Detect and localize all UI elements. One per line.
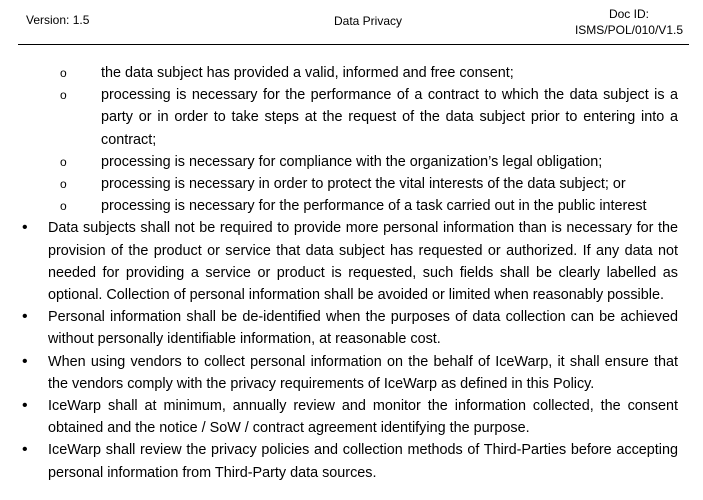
circle-bullet-icon: o bbox=[60, 177, 67, 192]
bullet-icon: • bbox=[22, 397, 28, 415]
sub-bullet-text: processing is necessary for the performance of a task carried out in the public interest bbox=[101, 198, 647, 215]
circle-bullet-icon: o bbox=[60, 199, 67, 214]
sub-bullet-item bbox=[18, 84, 678, 151]
circle-bullet-icon: o bbox=[60, 88, 67, 103]
document-id-label: Doc ID: bbox=[608, 7, 649, 21]
bullet-icon: • bbox=[22, 352, 28, 370]
sub-bullet-item bbox=[18, 195, 678, 217]
sub-bullet-item bbox=[18, 173, 678, 195]
sub-bullet-item bbox=[18, 62, 678, 84]
bullet-item bbox=[18, 439, 678, 483]
document-version: Version: 1.5 bbox=[26, 13, 90, 27]
bullet-text: When using vendors to collect personal information on the behalf of IceWarp, it shall ensure that the vendors comply with the privacy requirements of IceWarp as defined in this Policy. bbox=[48, 353, 678, 392]
circle-bullet-icon: o bbox=[60, 66, 67, 80]
bullet-item bbox=[18, 351, 678, 395]
document-body bbox=[18, 62, 678, 484]
bullet-item bbox=[18, 217, 678, 306]
circle-bullet-icon: o bbox=[60, 154, 67, 169]
sub-bullet-text: processing is necessary in order to protect the vital interests of the data subject; or bbox=[101, 176, 626, 193]
page-header bbox=[18, 0, 689, 45]
bullet-item bbox=[18, 395, 678, 439]
bullet-text: IceWarp shall review the privacy policies and collection methods of Third-Parties before accepting personal information from Third-Party data sources. bbox=[48, 442, 678, 481]
bullet-icon: • bbox=[22, 441, 28, 459]
bullet-icon: • bbox=[22, 219, 28, 237]
bullet-item bbox=[18, 306, 678, 350]
document-title: Data Privacy bbox=[334, 14, 403, 28]
sub-bullet-text: processing is necessary for compliance with the organization’s legal obligation; bbox=[101, 153, 603, 170]
bullet-text: Personal information shall be de-identified when the purposes of data collection can be achieved without personally identifiable information, at reasonable cost. bbox=[48, 309, 678, 348]
bullet-text: Data subjects shall not be required to provide more personal information than is necessary for the provision of the product or service that data subject has requested or authorized. If any data not needed for providing a service or product is requested, such fields shall be clearly labelled as optional. Collection of personal information shall be avoided or limited when reasonably possible. bbox=[48, 220, 678, 304]
sub-bullet-text: the data subject has provided a valid, informed and free consent; bbox=[101, 65, 514, 81]
sub-bullet-item bbox=[18, 151, 678, 173]
sub-bullet-text: processing is necessary for the performance of a contract to which the data subject is a party or in order to take steps at the request of the data subject prior to entering into a contract; bbox=[101, 87, 678, 148]
document-id bbox=[575, 6, 683, 38]
bullet-icon: • bbox=[22, 308, 28, 326]
document-id-value: ISMS/POL/010/V1.5 bbox=[574, 23, 683, 37]
bullet-text: IceWarp shall at minimum, annually review and monitor the information collected, the consent obtained and the notice / SoW / contract agreement identifying the purpose. bbox=[48, 398, 678, 437]
